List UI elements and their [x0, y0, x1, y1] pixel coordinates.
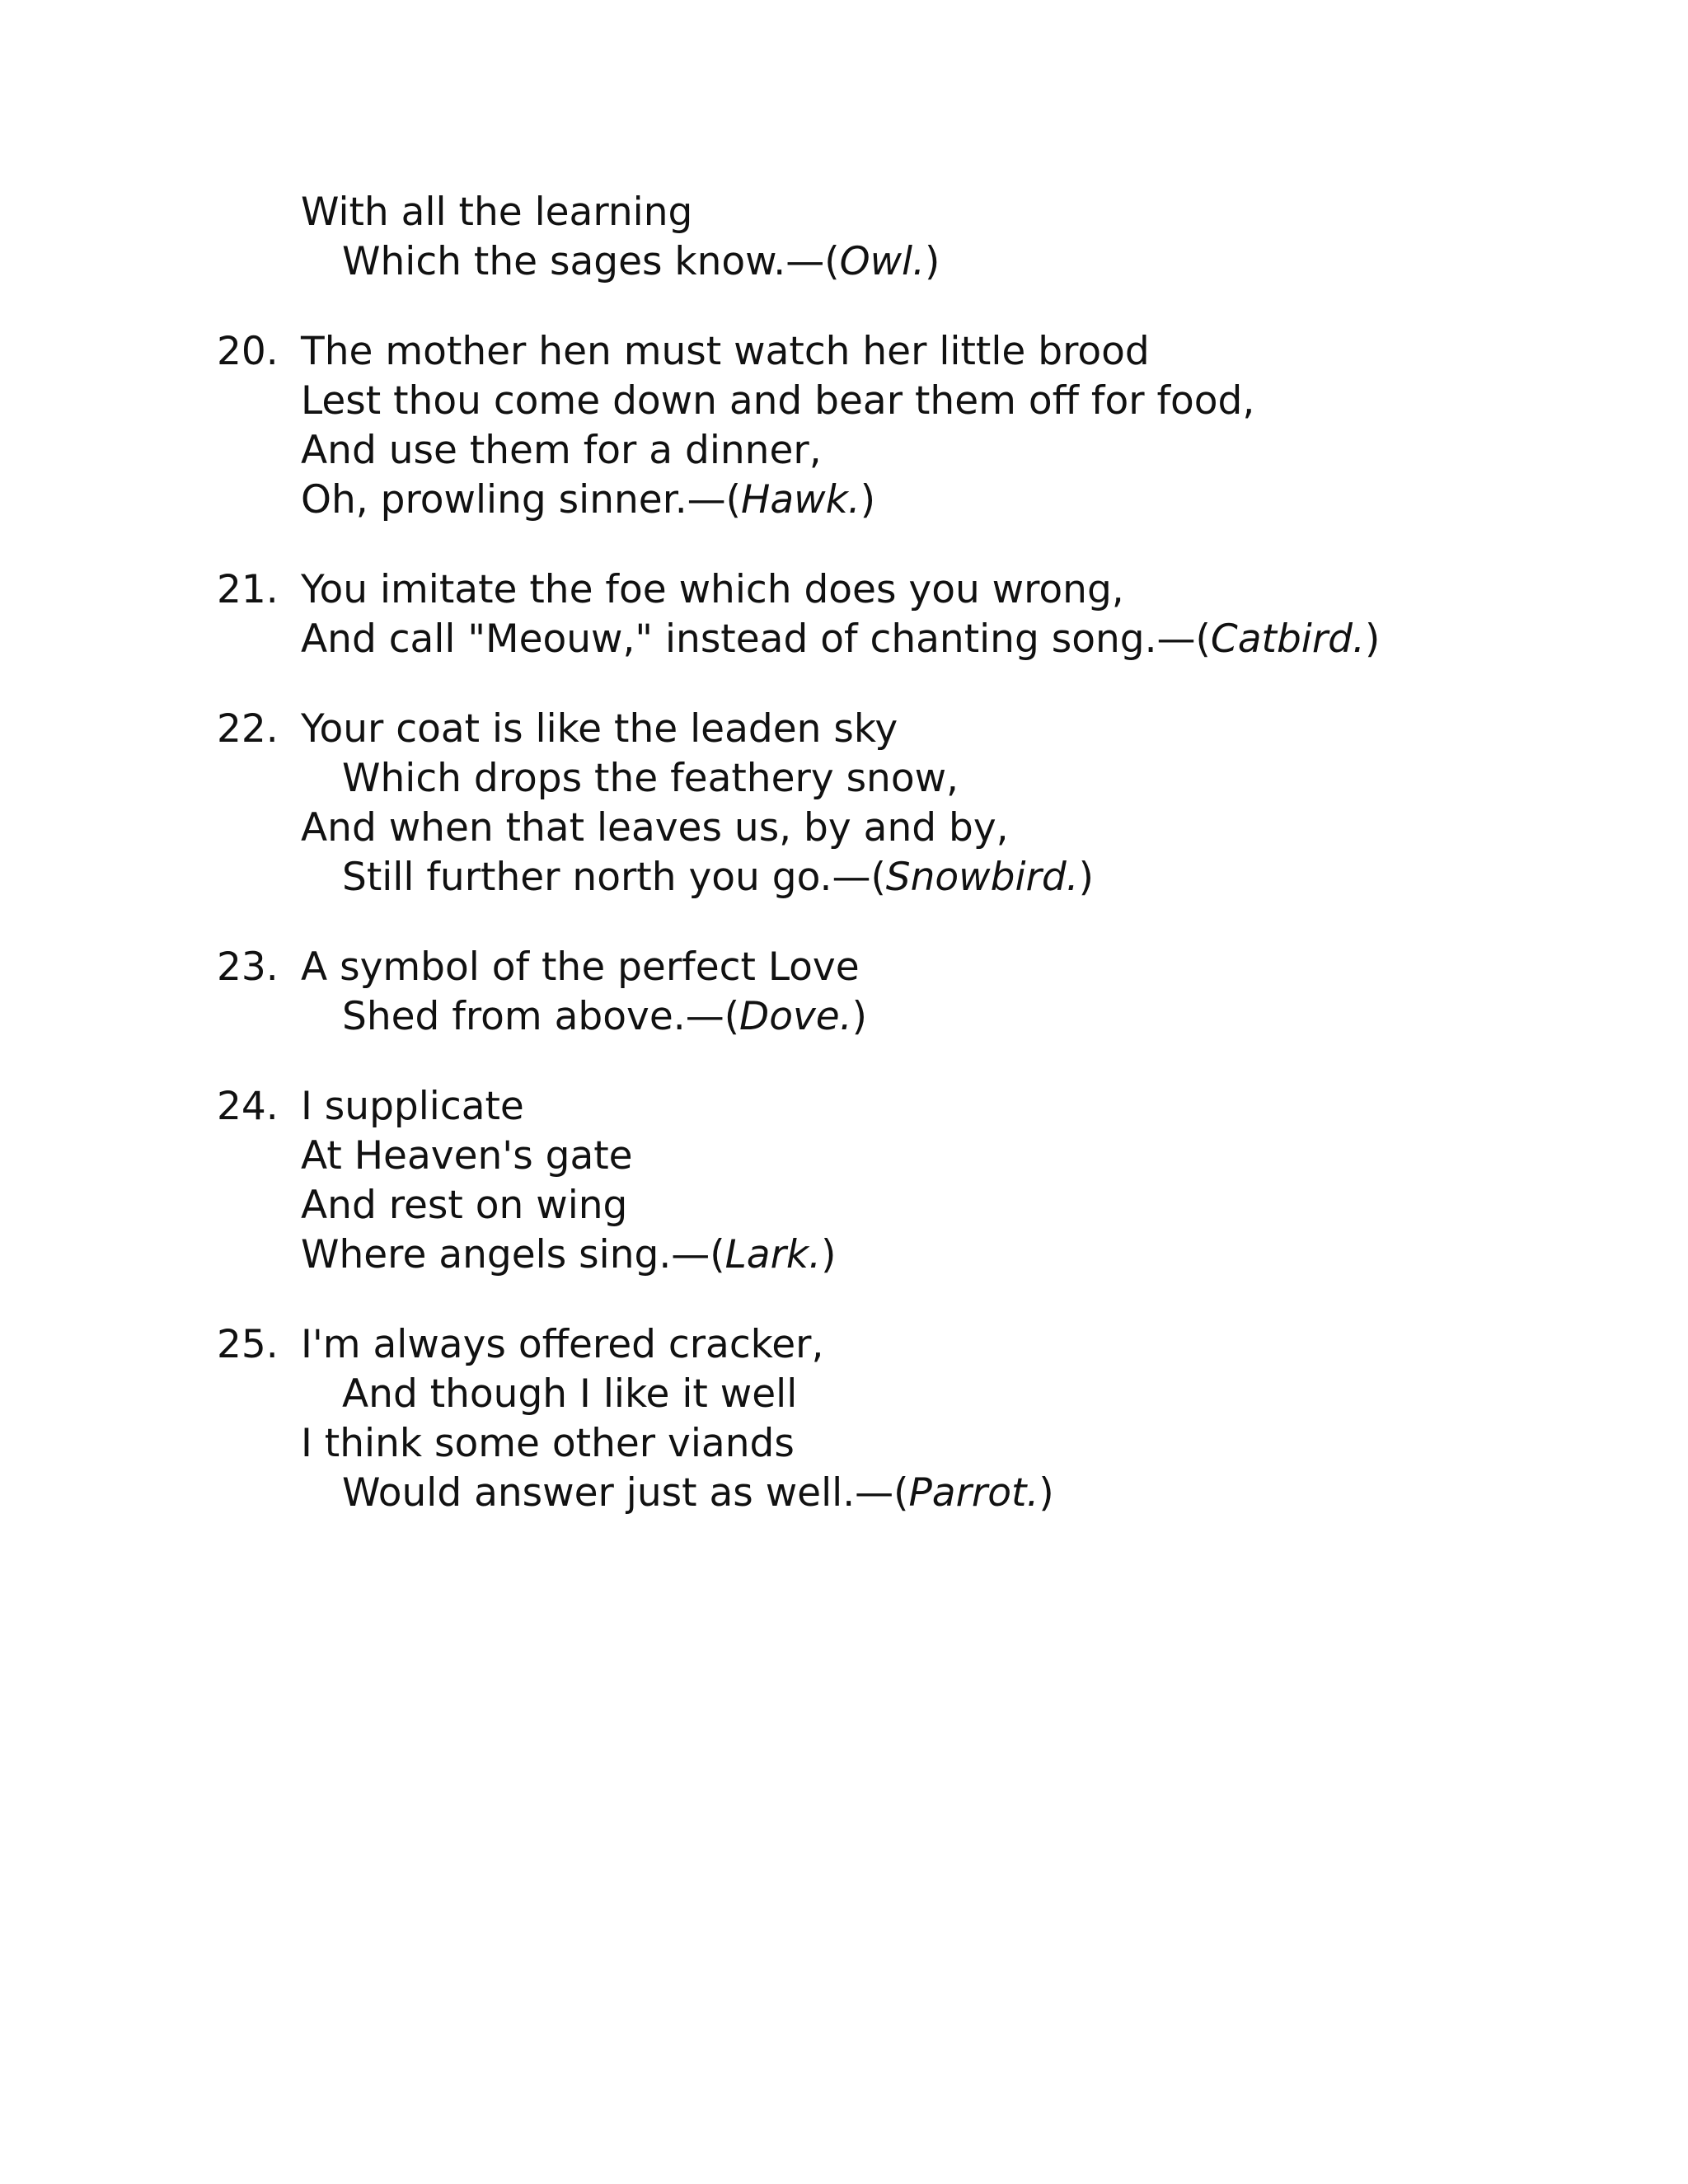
riddle-number: 24.: [217, 1084, 279, 1129]
poem-line: The mother hen must watch her little brood: [301, 329, 1150, 374]
poem-line: I supplicate: [301, 1084, 524, 1129]
riddle-number: 20.: [217, 329, 279, 374]
riddle-answer: Dove.: [739, 994, 852, 1039]
riddle-lines: [301, 565, 1380, 664]
poem-line: [301, 615, 1380, 664]
line-close: ): [925, 239, 940, 284]
poem-line: [301, 853, 1094, 902]
riddle-lines: [301, 705, 1094, 902]
line-close: ): [860, 477, 876, 523]
poem-line: A symbol of the perfect Love: [301, 944, 860, 990]
line-close: ): [1039, 1470, 1054, 1516]
poem-line: [301, 476, 1254, 525]
riddle-answer: Catbird.: [1210, 616, 1365, 662]
poem-line: With all the learning: [301, 190, 693, 235]
poem-line: You imitate the foe which does you wrong,: [301, 567, 1124, 612]
poem-line: Which drops the feathery snow,: [342, 756, 959, 801]
poem-line: [301, 992, 867, 1042]
riddle-answer: Parrot.: [908, 1470, 1039, 1516]
line-text: Where angels sing.—(: [301, 1232, 725, 1277]
poem-line: Your coat is like the leaden sky: [301, 706, 898, 752]
line-close: ): [851, 994, 867, 1039]
line-text: Still further north you go.—(: [342, 855, 886, 900]
line-text: Which the sages know.—(: [342, 239, 840, 284]
riddle-answer: Owl.: [839, 239, 926, 284]
poem-fragment: [301, 188, 940, 287]
riddle-lines: [301, 1082, 836, 1280]
riddle-number: 23.: [217, 944, 279, 990]
line-close: ): [1078, 855, 1094, 900]
riddle-number: 25.: [217, 1322, 279, 1367]
riddle-lines: [301, 327, 1254, 525]
line-close: ): [821, 1232, 837, 1277]
riddle-number: 21.: [217, 567, 279, 612]
poem-line: And rest on wing: [301, 1183, 628, 1228]
poem-line: I'm always offered cracker,: [301, 1322, 824, 1367]
poem-line: [301, 237, 940, 287]
riddle-lines: [301, 943, 867, 1042]
line-text: Shed from above.—(: [342, 994, 740, 1039]
line-text: Oh, prowling sinner.—(: [301, 477, 741, 523]
line-text: Would answer just as well.—(: [342, 1470, 909, 1516]
poem-line: Lest thou come down and bear them off for food,: [301, 378, 1255, 424]
riddle-answer: Snowbird.: [885, 855, 1079, 900]
poem-line: And when that leaves us, by and by,: [301, 805, 1009, 851]
riddle-answer: Hawk.: [740, 477, 860, 523]
poem-line: [301, 1230, 836, 1280]
riddle-lines: [301, 1320, 1054, 1518]
line-close: ): [1364, 616, 1381, 662]
poem-line: I think some other viands: [301, 1421, 795, 1466]
poem-line: And use them for a dinner,: [301, 428, 822, 473]
poem-line: At Heaven's gate: [301, 1133, 633, 1179]
riddle-answer: Lark.: [724, 1232, 822, 1277]
line-text: And call "Meouw," instead of chanting song.—(: [301, 616, 1211, 662]
poem-line: And though I like it well: [342, 1371, 798, 1417]
riddle-number: 22.: [217, 706, 279, 752]
poem-line: [301, 1469, 1054, 1518]
